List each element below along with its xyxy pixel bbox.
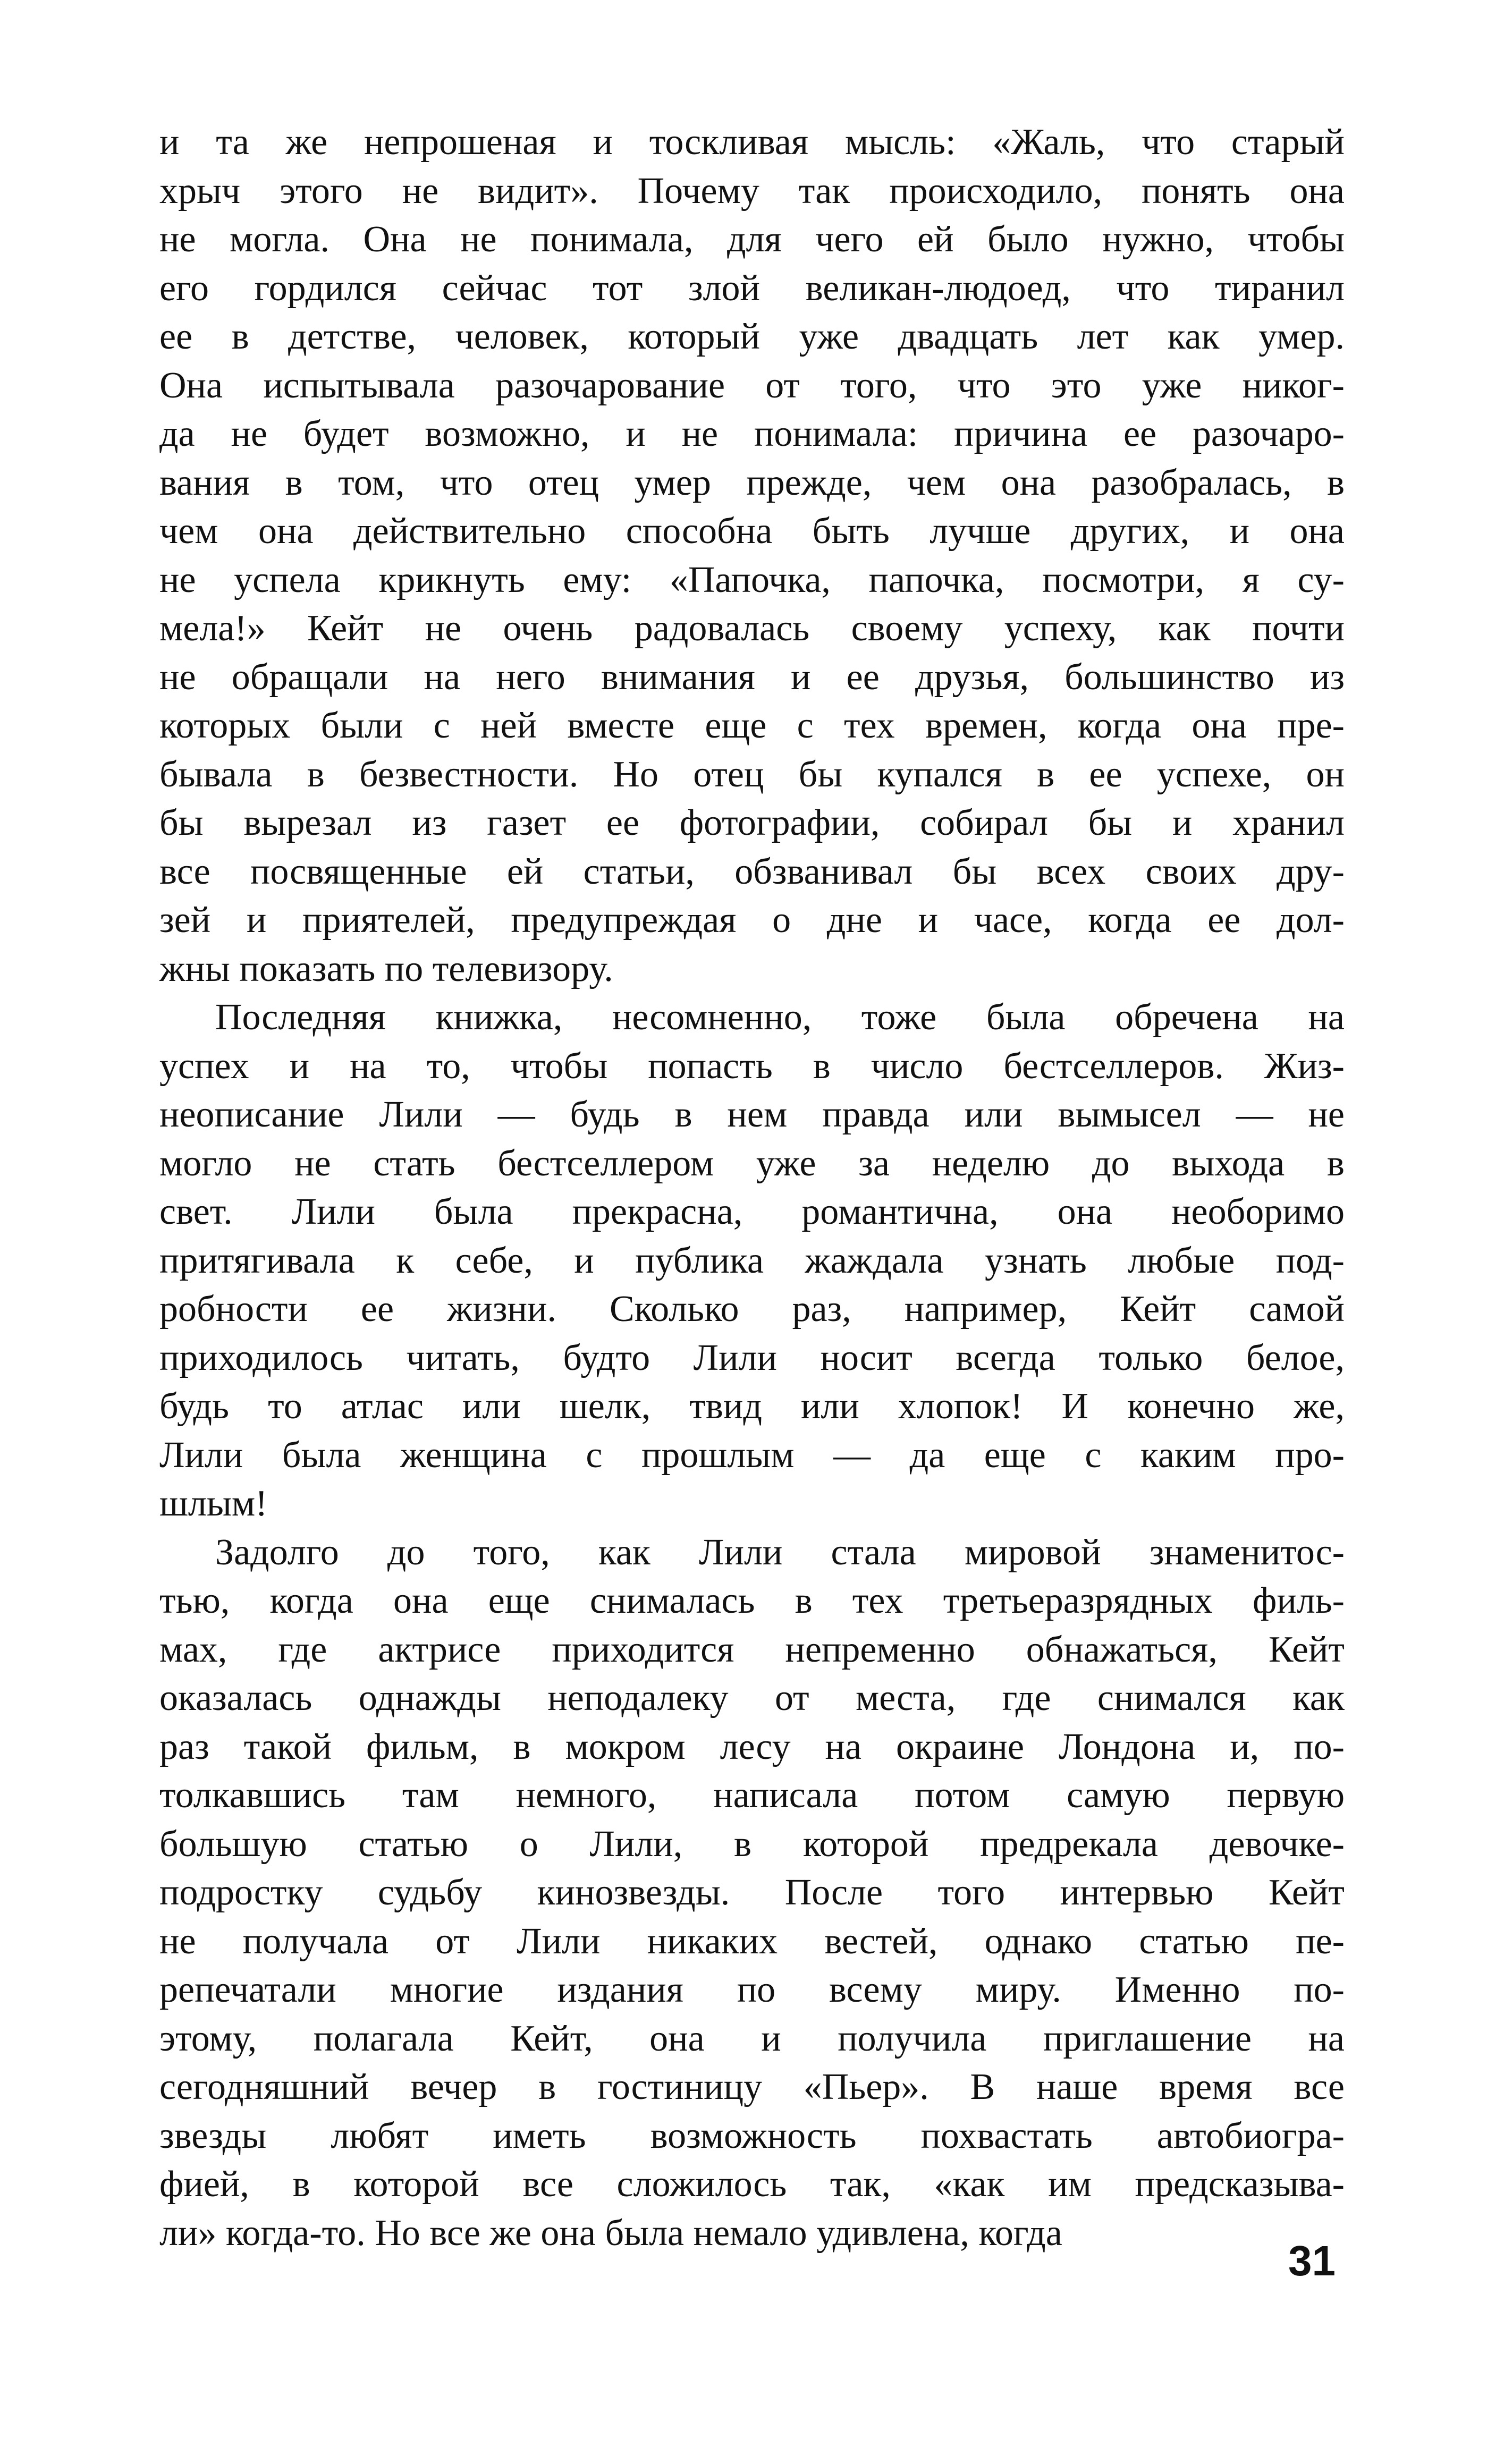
text-line: шлым!	[159, 1483, 268, 1524]
text-line: притягивала к себе, и публика жаждала узнать любые под-	[159, 1240, 1345, 1281]
text-line: бы вырезал из газет ее фотографии, собирал бы и хранил	[159, 802, 1345, 843]
text-line: робности ее жизни. Сколько раз, например, Кейт самой	[159, 1289, 1345, 1330]
text-line: ли» когда-то. Но все же она была немало удивлена, когда	[159, 2212, 1062, 2254]
text-line: Она испытывала разочарование от того, что это уже никог-	[159, 365, 1345, 406]
text-line: зей и приятелей, предупреждая о дне и часе, когда ее дол-	[159, 900, 1345, 941]
text-line: мела!» Кейт не очень радовалась своему успеху, как почти	[159, 608, 1345, 649]
text-line: успех и на то, чтобы попасть в число бестселлеров. Жиз-	[159, 1045, 1345, 1087]
text-line: будь то атлас или шелк, твид или хлопок! И конечно же,	[159, 1386, 1345, 1427]
text-line: свет. Лили была прекрасна, романтична, она необоримо	[159, 1191, 1345, 1232]
text-line: раз такой фильм, в мокром лесу на окраине Лондона и, по-	[159, 1726, 1345, 1767]
paragraph	[159, 1528, 1345, 2258]
text-line: подростку судьбу кинозвезды. После того интервью Кейт	[159, 1872, 1345, 1913]
text-line: не могла. Она не понимала, для чего ей было нужно, чтобы	[159, 219, 1345, 260]
text-line: Задолго до того, как Лили стала мировой знаменитос-	[215, 1531, 1345, 1573]
text-line: хрыч этого не видит». Почему так происходило, понять она	[159, 170, 1345, 211]
text-line: репечатали многие издания по всему миру. Именно по-	[159, 1969, 1345, 2010]
text-line: этому, полагала Кейт, она и получила приглашение на	[159, 2018, 1345, 2059]
text-line: фией, в которой все сложилось так, «как им предсказыва-	[159, 2164, 1345, 2205]
text-line: все посвященные ей статьи, обзванивал бы всех своих дру-	[159, 851, 1345, 892]
page-number: 31	[1288, 2237, 1336, 2284]
body-text	[159, 118, 1345, 2257]
text-line: да не будет возможно, и не понимала: причина ее разочаро-	[159, 413, 1345, 454]
text-line: чем она действительно способна быть лучше других, и она	[159, 511, 1345, 552]
text-line: его гордился сейчас тот злой великан-людоед, что тиранил	[159, 267, 1345, 309]
text-line: звезды любят иметь возможность похвастать автобиогра-	[159, 2115, 1345, 2156]
paragraph	[159, 993, 1345, 1528]
text-line: жны показать по телевизору.	[159, 948, 613, 989]
text-line: бывала в безвестности. Но отец бы купался в ее успехе, он	[159, 753, 1345, 795]
text-line: толкавшись там немного, написала потом самую первую	[159, 1775, 1345, 1816]
text-line: не получала от Лили никаких вестей, однако статью пе-	[159, 1920, 1345, 1962]
text-line: вания в том, что отец умер прежде, чем она разобралась, в	[159, 462, 1345, 503]
text-line: которых были с ней вместе еще с тех времен, когда она пре-	[159, 705, 1345, 746]
text-line: могло не стать бестселлером уже за неделю до выхода в	[159, 1142, 1345, 1184]
text-line: приходилось читать, будто Лили носит всегда только белое,	[159, 1337, 1345, 1378]
text-line: неописание Лили — будь в нем правда или вымысел — не	[159, 1094, 1345, 1135]
text-line: не успела крикнуть ему: «Папочка, папочка, посмотри, я су-	[159, 559, 1345, 600]
text-line: не обращали на него внимания и ее друзья, большинство из	[159, 656, 1345, 698]
text-line: мах, где актрисе приходится непременно обнажаться, Кейт	[159, 1629, 1345, 1670]
paragraph	[159, 118, 1345, 993]
text-line: оказалась однажды неподалеку от места, где снимался как	[159, 1678, 1345, 1718]
text-line: большую статью о Лили, в которой предрекала девочке-	[159, 1823, 1345, 1865]
text-line: тью, когда она еще снималась в тех третьеразрядных филь-	[159, 1580, 1345, 1621]
text-line: и та же непрошеная и тоскливая мысль: «Жаль, что старый	[159, 122, 1345, 163]
text-line: Последняя книжка, несомненно, тоже была обречена на	[215, 997, 1345, 1038]
text-line: сегодняшний вечер в гостиницу «Пьер». В наше время все	[159, 2067, 1345, 2107]
text-line: ее в детстве, человек, который уже двадцать лет как умер.	[159, 316, 1345, 357]
text-line: Лили была женщина с прошлым — да еще с каким про-	[159, 1434, 1345, 1476]
